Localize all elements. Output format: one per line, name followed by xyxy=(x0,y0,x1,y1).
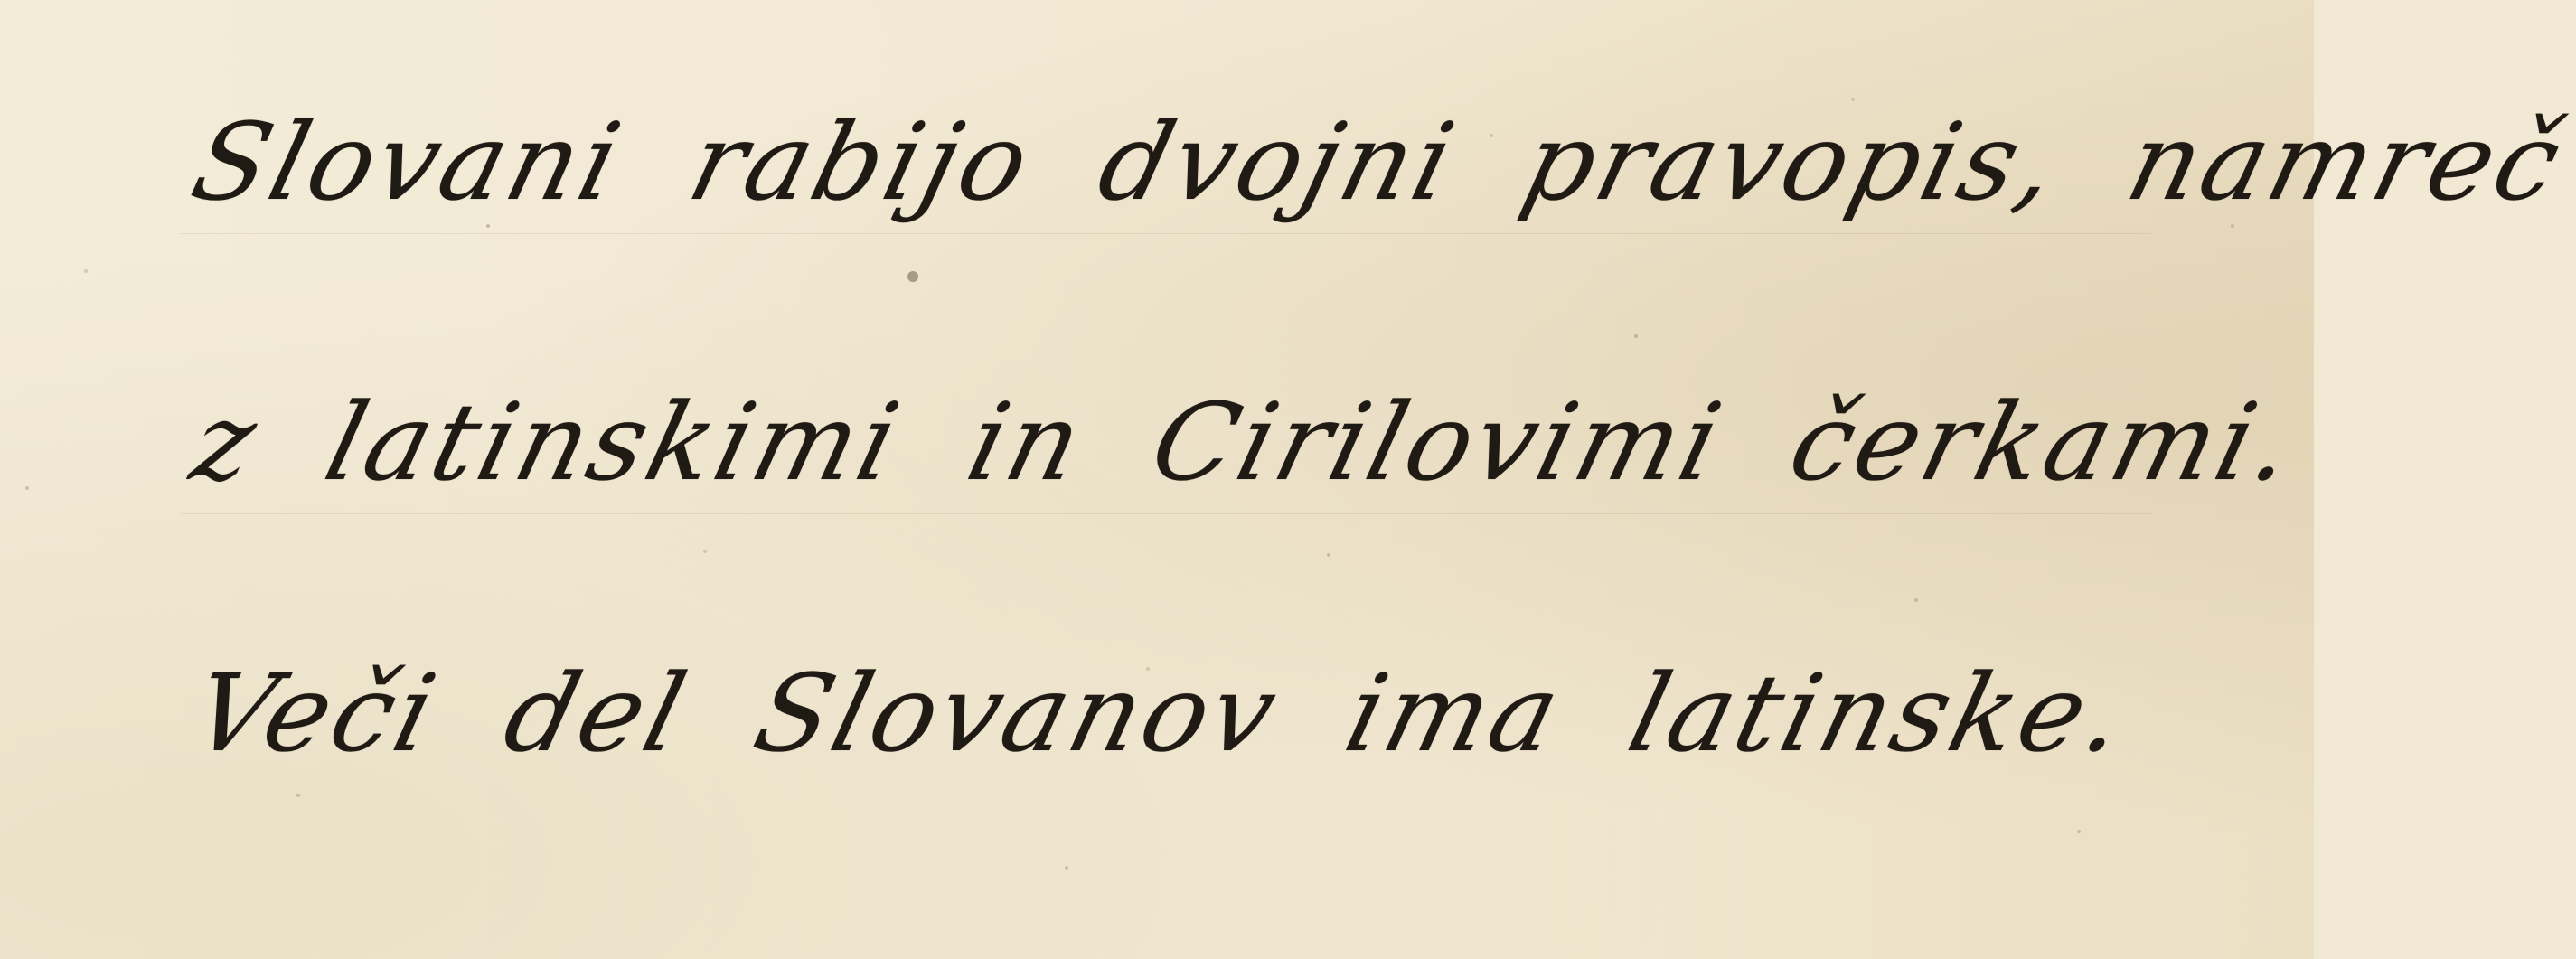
script-line-2: z latinskimi in Cirilovimi čerkami. xyxy=(181,380,2310,504)
script-line-3: Veči del Slovanov ima latinske. xyxy=(181,651,2141,776)
ruling-line xyxy=(181,233,2151,234)
script-line-1: Slovani rabijo dvojni pravopis, namreč xyxy=(181,99,2576,224)
ruling-line xyxy=(181,513,2151,514)
